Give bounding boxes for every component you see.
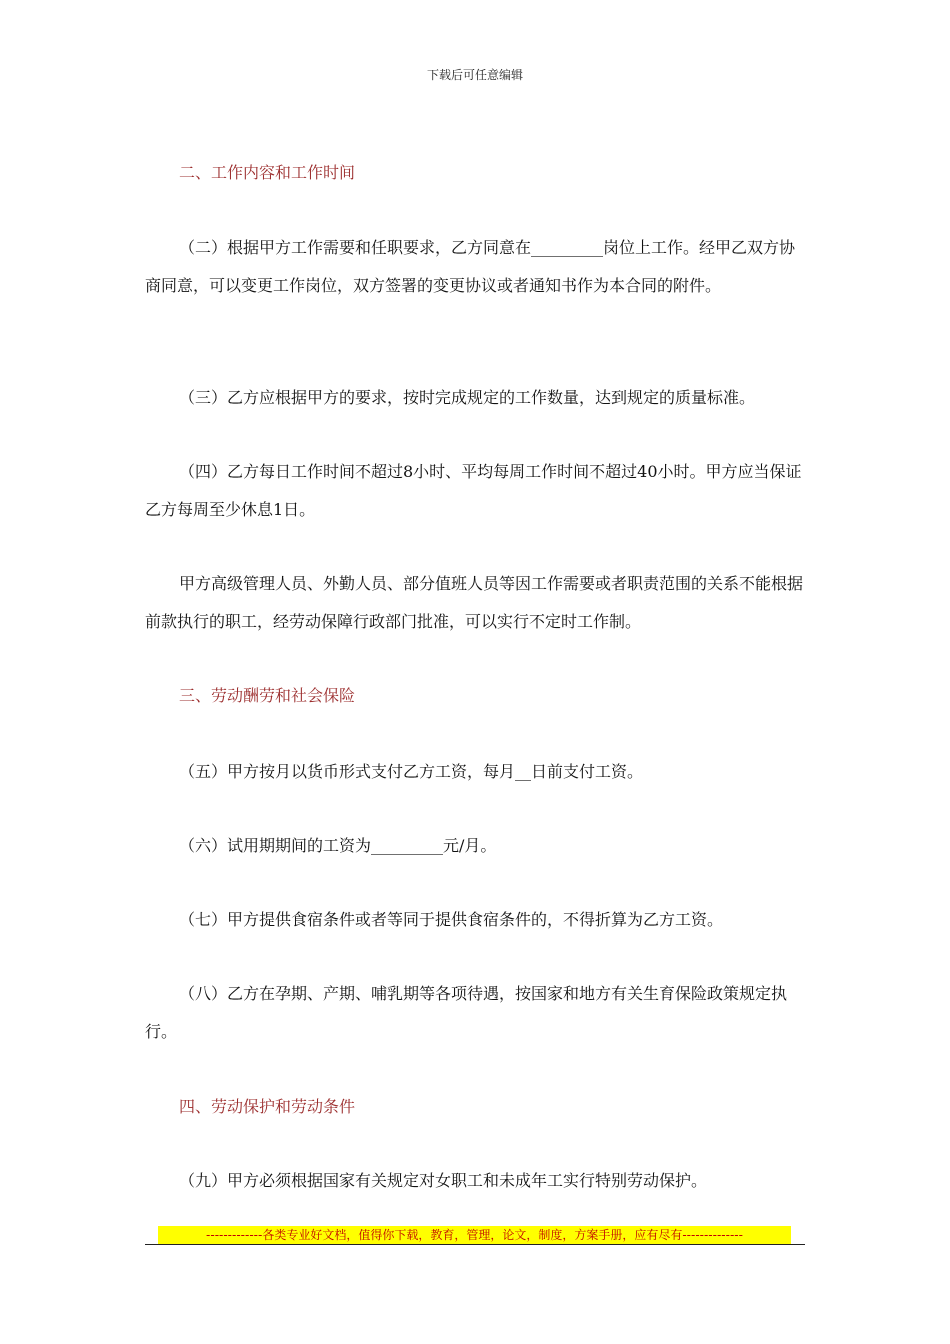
- footer-banner: -------------各类专业好文档，值得你下载，教育，管理，论文，制度，方案手册，应有尽有--------------: [158, 1226, 791, 1244]
- clause-8: （八）乙方在孕期、产期、哺乳期等各项待遇，按国家和地方有关生育保险政策规定执行。: [145, 984, 788, 1041]
- clause-4-supplement: 甲方高级管理人员、外勤人员、部分值班人员等因工作需要或者职责范围的关系不能根据前款执行的职工，经劳动保障行政部门批准，可以实行不定时工作制。: [145, 574, 804, 631]
- clause-9: （九）甲方必须根据国家有关规定对女职工和未成年工实行特别劳动保护。: [179, 1171, 708, 1190]
- page-header: 下载后可任意编辑: [426, 68, 523, 82]
- clause-4: （四）乙方每日工作时间不超过8小时、平均每周工作时间不超过40小时。甲方应当保证乙方每周至少休息1日。: [145, 462, 802, 519]
- section-heading-labor-protection: 四、劳动保护和劳动条件: [179, 1097, 356, 1116]
- clause-3: （三）乙方应根据甲方的要求，按时完成规定的工作数量，达到规定的质量标准。: [179, 388, 756, 407]
- footer-divider: [145, 1244, 805, 1245]
- section-heading-work-content: 二、工作内容和工作时间: [179, 163, 356, 182]
- clause-7: （七）甲方提供食宿条件或者等同于提供食宿条件的，不得折算为乙方工资。: [179, 910, 724, 929]
- clause-5: （五）甲方按月以货币形式支付乙方工资，每月__日前支付工资。: [179, 762, 644, 781]
- clause-2: （二）根据甲方工作需要和任职要求，乙方同意在_________岗位上工作。经甲乙双方协商同意，可以变更工作岗位，双方签署的变更协议或者通知书作为本合同的附件。: [145, 238, 796, 295]
- section-heading-pay-insurance: 三、劳动酬劳和社会保险: [179, 686, 356, 705]
- clause-6: （六）试用期期间的工资为_________元/月。: [179, 836, 497, 855]
